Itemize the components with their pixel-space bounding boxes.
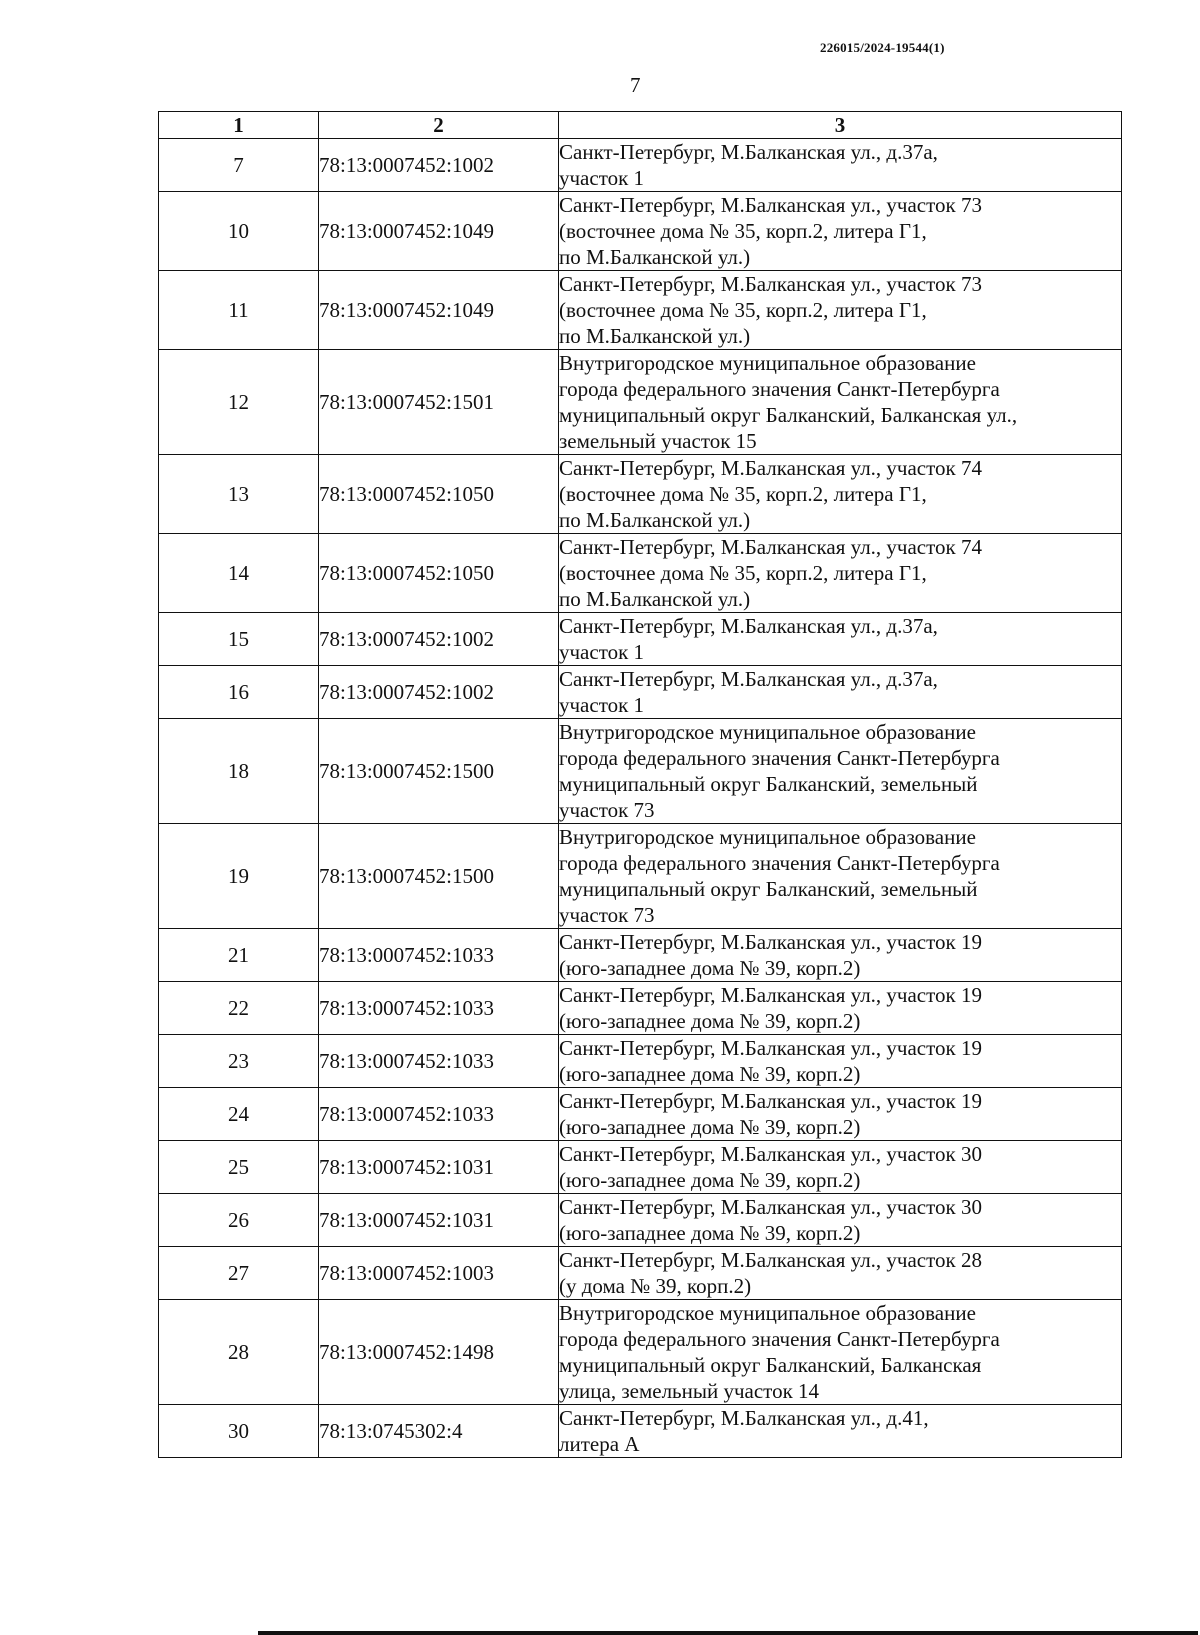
column-header-cadastral: 2 bbox=[319, 112, 559, 139]
address-line: (у дома № 39, корп.2) bbox=[559, 1274, 752, 1298]
address-cell bbox=[559, 613, 1122, 666]
cadastral-number: 78:13:0007452:1498 bbox=[319, 1300, 559, 1405]
address-line: участок 1 bbox=[559, 693, 645, 717]
address-line: Санкт-Петербург, М.Балканская ул., д.37а, bbox=[559, 614, 938, 638]
table-row bbox=[159, 929, 1122, 982]
table-row bbox=[159, 1088, 1122, 1141]
address-line: Внутригородское муниципальное образование bbox=[559, 351, 976, 375]
row-number: 24 bbox=[159, 1088, 319, 1141]
address-line: (юго-западнее дома № 39, корп.2) bbox=[559, 1168, 861, 1192]
address-cell bbox=[559, 1247, 1122, 1300]
cadastral-number: 78:13:0007452:1031 bbox=[319, 1194, 559, 1247]
table-row bbox=[159, 1194, 1122, 1247]
table-body bbox=[159, 139, 1122, 1458]
address-line: Санкт-Петербург, М.Балканская ул., участок 19 bbox=[559, 1036, 982, 1060]
cadastral-number: 78:13:0007452:1003 bbox=[319, 1247, 559, 1300]
cadastral-number: 78:13:0007452:1033 bbox=[319, 929, 559, 982]
cadastral-number: 78:13:0007452:1002 bbox=[319, 139, 559, 192]
address-line: (юго-западнее дома № 39, корп.2) bbox=[559, 1062, 861, 1086]
address-line: города федерального значения Санкт-Петербурга bbox=[559, 377, 1000, 401]
row-number: 19 bbox=[159, 824, 319, 929]
address-line: (юго-западнее дома № 39, корп.2) bbox=[559, 1221, 861, 1245]
address-cell bbox=[559, 350, 1122, 455]
cadastral-number: 78:13:0007452:1002 bbox=[319, 613, 559, 666]
cadastral-number: 78:13:0007452:1002 bbox=[319, 666, 559, 719]
registry-table bbox=[158, 111, 1122, 1458]
cadastral-number: 78:13:0745302:4 bbox=[319, 1405, 559, 1458]
table-row bbox=[159, 1300, 1122, 1405]
table-row bbox=[159, 1405, 1122, 1458]
address-cell bbox=[559, 1194, 1122, 1247]
address-cell bbox=[559, 666, 1122, 719]
address-line: (восточнее дома № 35, корп.2, литера Г1, bbox=[559, 298, 927, 322]
cadastral-number: 78:13:0007452:1050 bbox=[319, 455, 559, 534]
address-line: (восточнее дома № 35, корп.2, литера Г1, bbox=[559, 482, 927, 506]
row-number: 30 bbox=[159, 1405, 319, 1458]
row-number: 22 bbox=[159, 982, 319, 1035]
address-line: Санкт-Петербург, М.Балканская ул., участок 74 bbox=[559, 535, 982, 559]
table-row bbox=[159, 139, 1122, 192]
table-row bbox=[159, 271, 1122, 350]
address-line: (юго-западнее дома № 39, корп.2) bbox=[559, 1009, 861, 1033]
cadastral-number: 78:13:0007452:1031 bbox=[319, 1141, 559, 1194]
address-line: (восточнее дома № 35, корп.2, литера Г1, bbox=[559, 219, 927, 243]
row-number: 28 bbox=[159, 1300, 319, 1405]
cadastral-number: 78:13:0007452:1033 bbox=[319, 982, 559, 1035]
address-line: Санкт-Петербург, М.Балканская ул., участок 74 bbox=[559, 456, 982, 480]
address-line: Санкт-Петербург, М.Балканская ул., участок 30 bbox=[559, 1142, 982, 1166]
row-number: 27 bbox=[159, 1247, 319, 1300]
address-line: (юго-западнее дома № 39, корп.2) bbox=[559, 1115, 861, 1139]
table-header-row bbox=[159, 112, 1122, 139]
address-line: (юго-западнее дома № 39, корп.2) bbox=[559, 956, 861, 980]
column-header-address: 3 bbox=[559, 112, 1122, 139]
row-number: 23 bbox=[159, 1035, 319, 1088]
row-number: 7 bbox=[159, 139, 319, 192]
table-row bbox=[159, 1035, 1122, 1088]
address-line: участок 1 bbox=[559, 640, 645, 664]
table-row bbox=[159, 455, 1122, 534]
address-line: Санкт-Петербург, М.Балканская ул., участок 19 bbox=[559, 983, 982, 1007]
table-row bbox=[159, 613, 1122, 666]
scan-edge-line bbox=[258, 1631, 1198, 1635]
address-cell bbox=[559, 719, 1122, 824]
address-line: по М.Балканской ул.) bbox=[559, 245, 751, 269]
address-line: земельный участок 15 bbox=[559, 429, 757, 453]
address-line: Санкт-Петербург, М.Балканская ул., участок 30 bbox=[559, 1195, 982, 1219]
address-line: Внутригородское муниципальное образование bbox=[559, 720, 976, 744]
table-row bbox=[159, 824, 1122, 929]
page-number: 7 bbox=[630, 73, 641, 97]
row-number: 12 bbox=[159, 350, 319, 455]
address-cell bbox=[559, 824, 1122, 929]
address-line: муниципальный округ Балканский, Балканская bbox=[559, 1353, 982, 1377]
address-line: участок 73 bbox=[559, 903, 655, 927]
address-line: Санкт-Петербург, М.Балканская ул., д.37а, bbox=[559, 140, 938, 164]
address-cell bbox=[559, 1405, 1122, 1458]
cadastral-number: 78:13:0007452:1033 bbox=[319, 1035, 559, 1088]
address-cell bbox=[559, 271, 1122, 350]
address-line: Санкт-Петербург, М.Балканская ул., д.41, bbox=[559, 1406, 929, 1430]
cadastral-number: 78:13:0007452:1033 bbox=[319, 1088, 559, 1141]
address-cell bbox=[559, 534, 1122, 613]
row-number: 15 bbox=[159, 613, 319, 666]
column-header-number: 1 bbox=[159, 112, 319, 139]
address-line: города федерального значения Санкт-Петербурга bbox=[559, 1327, 1000, 1351]
address-line: (восточнее дома № 35, корп.2, литера Г1, bbox=[559, 561, 927, 585]
table-row bbox=[159, 719, 1122, 824]
address-line: Внутригородское муниципальное образование bbox=[559, 825, 976, 849]
cadastral-number: 78:13:0007452:1049 bbox=[319, 271, 559, 350]
address-line: Внутригородское муниципальное образование bbox=[559, 1301, 976, 1325]
table-row bbox=[159, 982, 1122, 1035]
address-cell bbox=[559, 1035, 1122, 1088]
row-number: 18 bbox=[159, 719, 319, 824]
address-line: улица, земельный участок 14 bbox=[559, 1379, 820, 1403]
cadastral-number: 78:13:0007452:1049 bbox=[319, 192, 559, 271]
cadastral-number: 78:13:0007452:1501 bbox=[319, 350, 559, 455]
cadastral-number: 78:13:0007452:1050 bbox=[319, 534, 559, 613]
table-row bbox=[159, 1141, 1122, 1194]
address-line: по М.Балканской ул.) bbox=[559, 324, 751, 348]
table-row bbox=[159, 350, 1122, 455]
address-line: литера А bbox=[559, 1432, 640, 1456]
address-cell bbox=[559, 455, 1122, 534]
row-number: 11 bbox=[159, 271, 319, 350]
document-id: 226015/2024-19544(1) bbox=[820, 40, 945, 55]
row-number: 14 bbox=[159, 534, 319, 613]
row-number: 10 bbox=[159, 192, 319, 271]
address-line: муниципальный округ Балканский, земельный bbox=[559, 877, 978, 901]
address-line: Санкт-Петербург, М.Балканская ул., участок 73 bbox=[559, 193, 982, 217]
address-line: города федерального значения Санкт-Петербурга bbox=[559, 746, 1000, 770]
address-cell bbox=[559, 929, 1122, 982]
table-row bbox=[159, 534, 1122, 613]
row-number: 21 bbox=[159, 929, 319, 982]
address-line: Санкт-Петербург, М.Балканская ул., участок 28 bbox=[559, 1248, 982, 1272]
address-line: Санкт-Петербург, М.Балканская ул., участок 19 bbox=[559, 1089, 982, 1113]
address-cell bbox=[559, 192, 1122, 271]
address-line: муниципальный округ Балканский, земельный bbox=[559, 772, 978, 796]
address-line: муниципальный округ Балканский, Балканская ул., bbox=[559, 403, 1018, 427]
address-cell bbox=[559, 1141, 1122, 1194]
row-number: 26 bbox=[159, 1194, 319, 1247]
address-cell bbox=[559, 1088, 1122, 1141]
cadastral-number: 78:13:0007452:1500 bbox=[319, 719, 559, 824]
row-number: 25 bbox=[159, 1141, 319, 1194]
address-line: Санкт-Петербург, М.Балканская ул., д.37а, bbox=[559, 667, 938, 691]
row-number: 13 bbox=[159, 455, 319, 534]
address-cell bbox=[559, 1300, 1122, 1405]
address-line: Санкт-Петербург, М.Балканская ул., участок 19 bbox=[559, 930, 982, 954]
table-row bbox=[159, 192, 1122, 271]
cadastral-number: 78:13:0007452:1500 bbox=[319, 824, 559, 929]
address-line: Санкт-Петербург, М.Балканская ул., участок 73 bbox=[559, 272, 982, 296]
address-cell bbox=[559, 982, 1122, 1035]
address-line: по М.Балканской ул.) bbox=[559, 587, 751, 611]
row-number: 16 bbox=[159, 666, 319, 719]
address-cell bbox=[559, 139, 1122, 192]
address-line: участок 1 bbox=[559, 166, 645, 190]
table-row bbox=[159, 666, 1122, 719]
address-line: участок 73 bbox=[559, 798, 655, 822]
address-line: города федерального значения Санкт-Петербурга bbox=[559, 851, 1000, 875]
address-line: по М.Балканской ул.) bbox=[559, 508, 751, 532]
table-row bbox=[159, 1247, 1122, 1300]
